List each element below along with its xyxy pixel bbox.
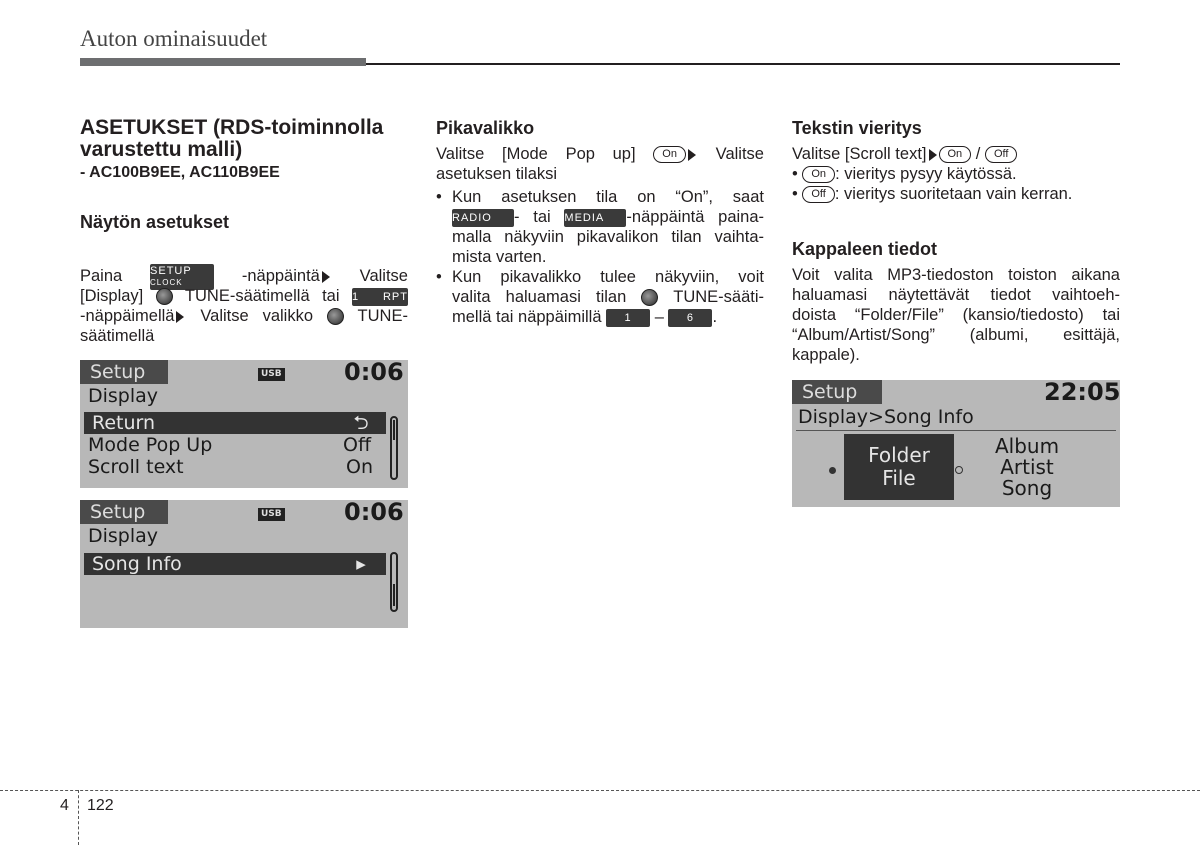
lcd-title: Setup — [792, 380, 882, 404]
on-button-icon: On — [939, 146, 972, 163]
lcd-scrollbar — [390, 416, 398, 480]
tune-knob-icon — [327, 308, 344, 325]
lcd-value-scroll-text: On — [346, 456, 373, 478]
running-header: Auton ominaisuudet — [80, 26, 268, 51]
return-icon: ⮌ — [336, 412, 386, 434]
bullet-list — [436, 187, 764, 327]
arrow-right-icon — [688, 149, 696, 161]
preset-1-button: 1 — [606, 309, 650, 327]
setup-clock-button: SETUP CLOCK — [150, 264, 214, 290]
tune-knob-icon — [156, 288, 173, 305]
lcd-subtitle: Display — [88, 525, 159, 547]
arrow-right-icon — [929, 149, 937, 161]
usb-icon: USB — [258, 508, 285, 521]
list-item: • Kun asetuksen tila on “On”, saat RADIO - tai MEDIA -näppäintä paina- malla näkyviin pikavalikon tilan vaihta- mista varten. — [436, 188, 765, 266]
header-rule-thin — [366, 63, 1120, 65]
preset-6-button: 6 — [668, 309, 712, 327]
heading-kappaleen-tiedot: Kappaleen tiedot — [792, 239, 938, 259]
option-album-artist-song: Album Artist Song — [994, 434, 1060, 500]
lcd-scrollbar — [390, 552, 398, 612]
lcd-row-mode-pop-up: Mode Pop Up — [88, 434, 213, 456]
divider — [796, 430, 1116, 431]
on-button-icon: On — [653, 146, 686, 163]
lcd-clock: 22:05 — [1044, 380, 1120, 406]
song-info-paragraph: Voit valita MP3-tiedoston toiston aikana haluamasi näytettävät tiedot vaihtoeh- doista “Folder/File” (kansio/tiedosto) tai “Album/Artist/Song” (albumi, esittäjä, kappale). — [792, 266, 1120, 364]
lcd-row-return: Return — [84, 412, 336, 434]
subheading-display-settings: Näytön asetukset — [80, 212, 230, 232]
lcd-title: Setup — [80, 360, 168, 384]
model-codes: - AC100B9EE, AC110B9EE — [80, 164, 280, 181]
chapter-number: 4 — [60, 797, 69, 814]
radio-button: RADIO — [452, 209, 514, 227]
option-folder-file: Folder File — [844, 434, 954, 500]
on-button-icon: On — [802, 166, 835, 183]
lcd-row-scroll-text: Scroll text — [88, 456, 184, 478]
scroll-text-paragraph: Valitse [Scroll text] On / Off • On : vieritys pysyy käytössä. • Off : vieritys suoritetaan vain kerran. — [792, 144, 1122, 204]
section-title: ASETUKSET (RDS-toiminnolla varustettu malli) — [80, 116, 384, 161]
off-button-icon: Off — [802, 186, 834, 203]
heading-pikavalikko: Pikavalikko — [436, 118, 535, 138]
radio-selected-icon — [829, 467, 836, 474]
1rpt-button: 1 RPT — [352, 288, 408, 306]
arrow-right-icon — [176, 311, 184, 323]
footer-rule — [0, 790, 1200, 791]
lcd-clock: 0:06 — [344, 500, 404, 526]
lcd-value-mode-pop-up: Off — [343, 434, 372, 456]
lcd-screen-song-info-options — [792, 380, 1120, 507]
off-button-icon: Off — [985, 146, 1017, 163]
arrow-right-icon: ▸ — [336, 553, 386, 575]
lcd-screen-display-menu — [80, 360, 408, 488]
header-rule-thick — [80, 58, 366, 66]
list-item: • Off : vieritys suoritetaan vain kerran. — [792, 185, 1073, 203]
lcd-subtitle: Display>Song Info — [798, 406, 974, 428]
display-settings-paragraph: Paina SETUP CLOCK -näppäintä Valitse [Display] TUNE-säätimellä tai 1 RPT -näppäimellä Valitse valikko TUNE- säätimellä — [80, 264, 408, 345]
usb-icon: USB — [258, 368, 285, 381]
lcd-subtitle: Display — [88, 385, 159, 407]
page-number: 122 — [87, 797, 114, 814]
radio-unselected-icon — [955, 466, 963, 474]
lcd-clock: 0:06 — [344, 360, 404, 386]
lcd-title: Setup — [80, 500, 168, 524]
list-item: • On : vieritys pysyy käytössä. — [792, 165, 1017, 183]
arrow-right-icon — [322, 271, 330, 283]
pikavalikko-paragraph: Valitse [Mode Pop up] On Valitse asetuksen tilaksi — [436, 145, 764, 183]
lcd-screen-song-info — [80, 500, 408, 628]
lcd-row-song-info: Song Info — [84, 553, 336, 575]
footer-divider — [78, 790, 79, 845]
tune-knob-icon — [641, 289, 658, 306]
heading-tekstin-vieritys: Tekstin vieritys — [792, 118, 922, 138]
media-button: MEDIA — [564, 209, 626, 227]
list-item: • Kun pikavalikko tulee näkyviin, voit valita haluamasi tilan TUNE-sääti- mellä tai näppäimillä 1 – 6 . — [436, 268, 765, 326]
